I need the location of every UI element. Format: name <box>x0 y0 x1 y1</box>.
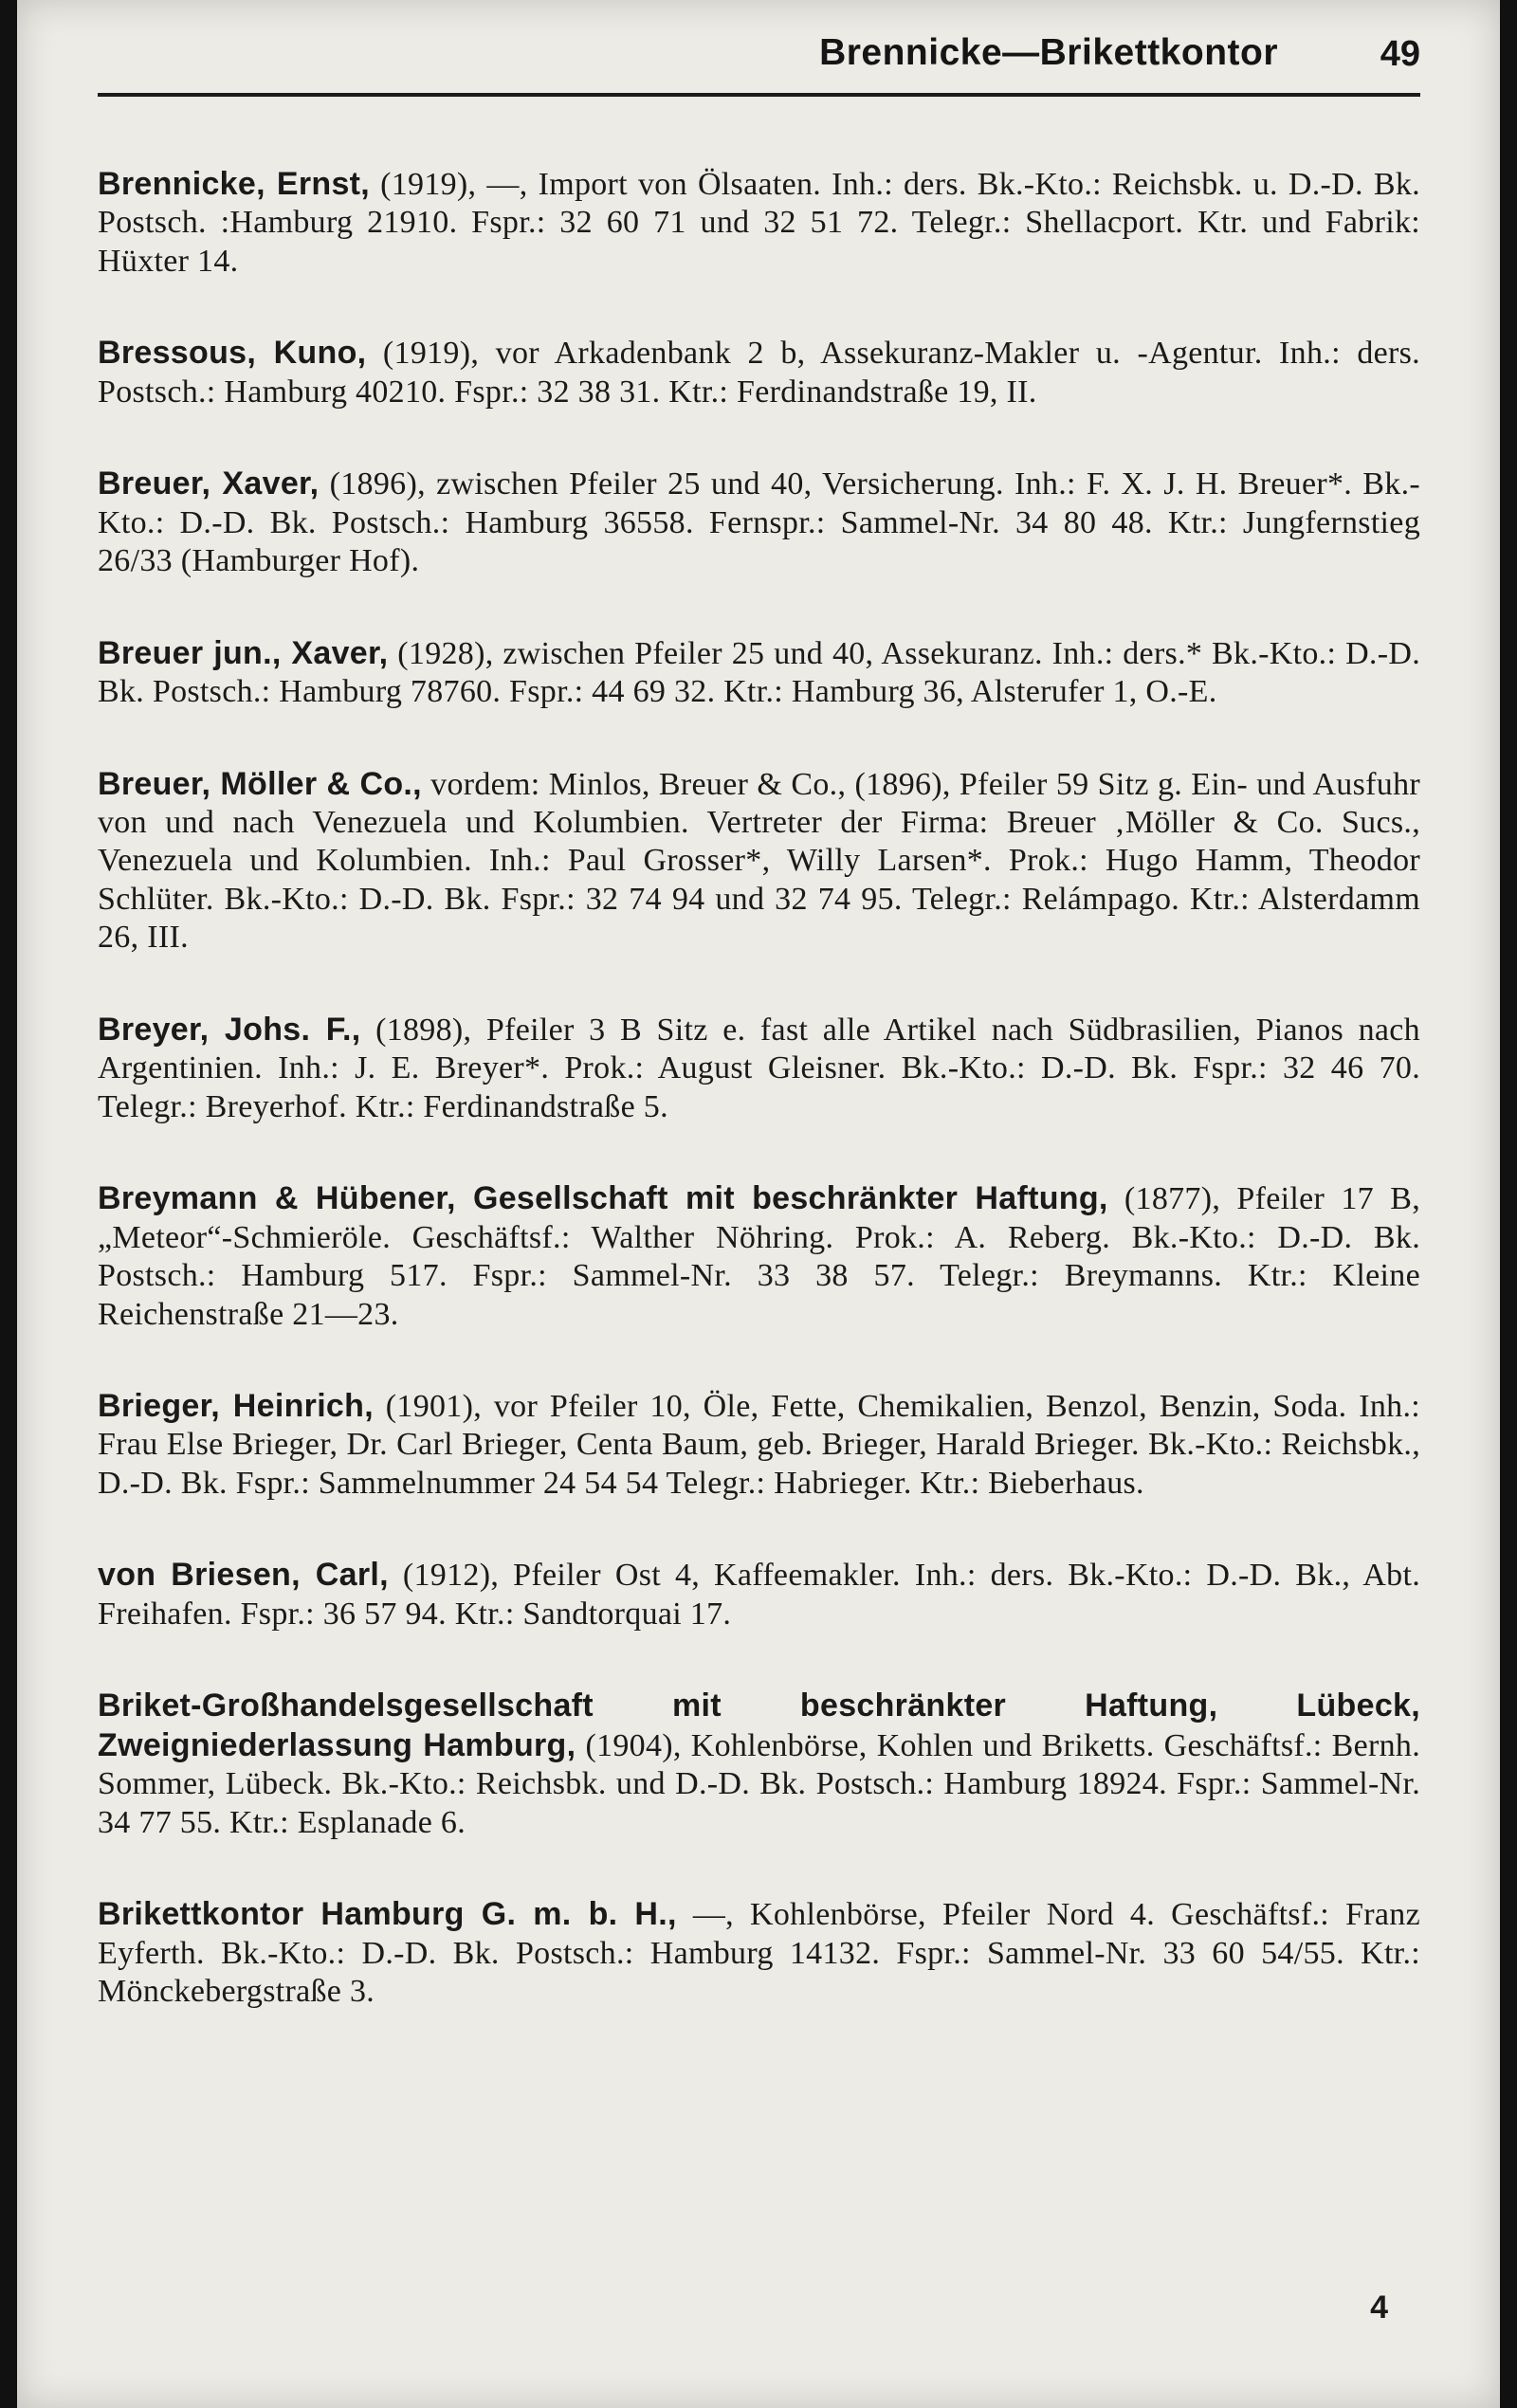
entry-body: (1919), —, Import von Ölsaaten. Inh.: ders. Bk.-Kto.: Reichsbk. u. D.-D. Bk. Postsch. :Hamburg 21910. Fspr.: 32 60 71 und 32 51 72. Telegr.: Shellacport. Ktr. und Fabrik: Hüxter 14. <box>98 167 1420 279</box>
directory-entry <box>98 1895 1420 2011</box>
entry-body: (1877), Pfeiler 17 B, „Meteor“-Schmieröle. Geschäftsf.: Walther Nöhring. Prok.: A. Reberg. Bk.-Kto.: D.-D. Bk. Postsch.: Hamburg 517. Fspr.: Sammel-Nr. 33 38 57. Telegr.: Breymanns. Ktr.: Kleine Reichenstraße 21—23. <box>98 1181 1420 1332</box>
directory-entry <box>98 634 1420 712</box>
entry-head: Breuer, Möller & Co., <box>98 765 422 802</box>
directory-entry <box>98 165 1420 281</box>
directory-entry <box>98 1011 1420 1126</box>
entry-head: Brieger, Heinrich, <box>98 1387 374 1424</box>
entry-head: von Briesen, Carl, <box>98 1557 389 1594</box>
entry-body: (1919), vor Arkadenbank 2 b, Assekuranz-Makler u. -Agentur. Inh.: ders. Postsch.: Hamburg 40210. Fspr.: 32 38 31. Ktr.: Ferdinandstraße 19, II. <box>98 336 1420 410</box>
running-title: Brennicke—Brikettkontor <box>819 32 1278 73</box>
directory-entry <box>98 1179 1420 1334</box>
directory-entry <box>98 1556 1420 1633</box>
entry-head: Brennicke, Ernst, <box>98 166 371 202</box>
header-rule <box>98 93 1420 97</box>
signature-mark: 4 <box>1370 2289 1388 2326</box>
entry-body: (1898), Pfeiler 3 B Sitz e. fast alle Artikel nach Südbrasilien, Pianos nach Argentinien. Inh.: J. E. Breyer*. Prok.: August Gleisner. Bk.-Kto.: D.-D. Bk. Fspr.: 32 46 70. Telegr.: Breyerhof. Ktr.: Ferdinandstraße 5. <box>98 1012 1420 1124</box>
directory-entry <box>98 465 1420 580</box>
entry-body: (1904), Kohlenbörse, Kohlen und Briketts. Geschäftsf.: Bernh. Sommer, Lübeck. Bk.-Kto.: Reichsbk. und D.-D. Bk. Postsch.: Hamburg 18924. Fspr.: Sammel-Nr. 34 77 55. Ktr.: Esplanade 6. <box>98 1727 1420 1840</box>
page-header <box>98 32 1420 102</box>
page-number: 49 <box>1380 34 1420 74</box>
entry-body: vordem: Minlos, Breuer & Co., (1896), Pfeiler 59 Sitz g. Ein- und Ausfuhr von und nach Venezuela und Kolumbien. Vertreter der Firma: Breuer ‚Möller & Co. Sucs., Venezuela und Kolumbien. Inh.: Paul Grosser*, Willy Larsen*. Prok.: Hugo Hamm, Theodor Schlüter. Bk.-Kto.: D.-D. Bk. Fspr.: 32 74 94 und 32 74 95. Telegr.: Relámpago. Ktr.: Alsterdamm 26, III. <box>98 766 1420 956</box>
directory-entry <box>98 334 1420 411</box>
entry-body: (1896), zwischen Pfeiler 25 und 40, Versicherung. Inh.: F. X. J. H. Breuer*. Bk.-Kto.: D.-D. Bk. Postsch.: Hamburg 36558. Fernspr.: Sammel-Nr. 34 80 48. Ktr.: Jungfernstieg 26/33 (Hamburger Hof). <box>98 466 1420 579</box>
entry-body: (1901), vor Pfeiler 10, Öle, Fette, Chemikalien, Benzol, Benzin, Soda. Inh.: Frau Else Brieger, Dr. Carl Brieger, Centa Baum, geb. Brieger, Harald Brieger. Bk.-Kto.: Reichsbk., D.-D. Bk. Fspr.: Sammelnummer 24 54 54 Telegr.: Habrieger. Ktr.: Bieberhaus. <box>98 1388 1420 1501</box>
entry-head: Bressous, Kuno, <box>98 335 367 372</box>
entry-body: (1928), zwischen Pfeiler 25 und 40, Assekuranz. Inh.: ders.* Bk.-Kto.: D.-D. Bk. Postsch.: Hamburg 78760. Fspr.: 44 69 32. Ktr.: Hamburg 36, Alsterufer 1, O.-E. <box>98 635 1420 710</box>
entry-head: Breymann & Hübener, Gesellschaft mit beschränkter Haftung, <box>98 1180 1108 1217</box>
entry-body: (1912), Pfeiler Ost 4, Kaffeemakler. Inh.: ders. Bk.-Kto.: D.-D. Bk., Abt. Freihafen. Fspr.: 36 57 94. Ktr.: Sandtorquai 17. <box>98 1558 1420 1632</box>
entry-head: Briket-Großhandelsgesellschaft mit beschränkter Haftung, Lübeck, Zweigniederlassung Hamburg, <box>98 1687 1420 1763</box>
book-page <box>17 0 1500 2408</box>
entry-head: Breyer, Johs. F., <box>98 1011 361 1048</box>
directory-entry <box>98 765 1420 958</box>
directory-entry <box>98 1387 1420 1503</box>
directory-entries <box>98 133 1420 2064</box>
entry-head: Breuer jun., Xaver, <box>98 634 389 671</box>
entry-body: —, Kohlenbörse, Pfeiler Nord 4. Geschäftsf.: Franz Eyferth. Bk.-Kto.: D.-D. Bk. Postsch.: Hamburg 14132. Fspr.: Sammel-Nr. 33 60 54/55. Ktr.: Mönckebergstraße 3. <box>98 1897 1421 2009</box>
entry-head: Brikettkontor Hamburg G. m. b. H., <box>98 1896 677 1933</box>
entry-head: Breuer, Xaver, <box>98 465 320 502</box>
directory-entry <box>98 1687 1420 1842</box>
